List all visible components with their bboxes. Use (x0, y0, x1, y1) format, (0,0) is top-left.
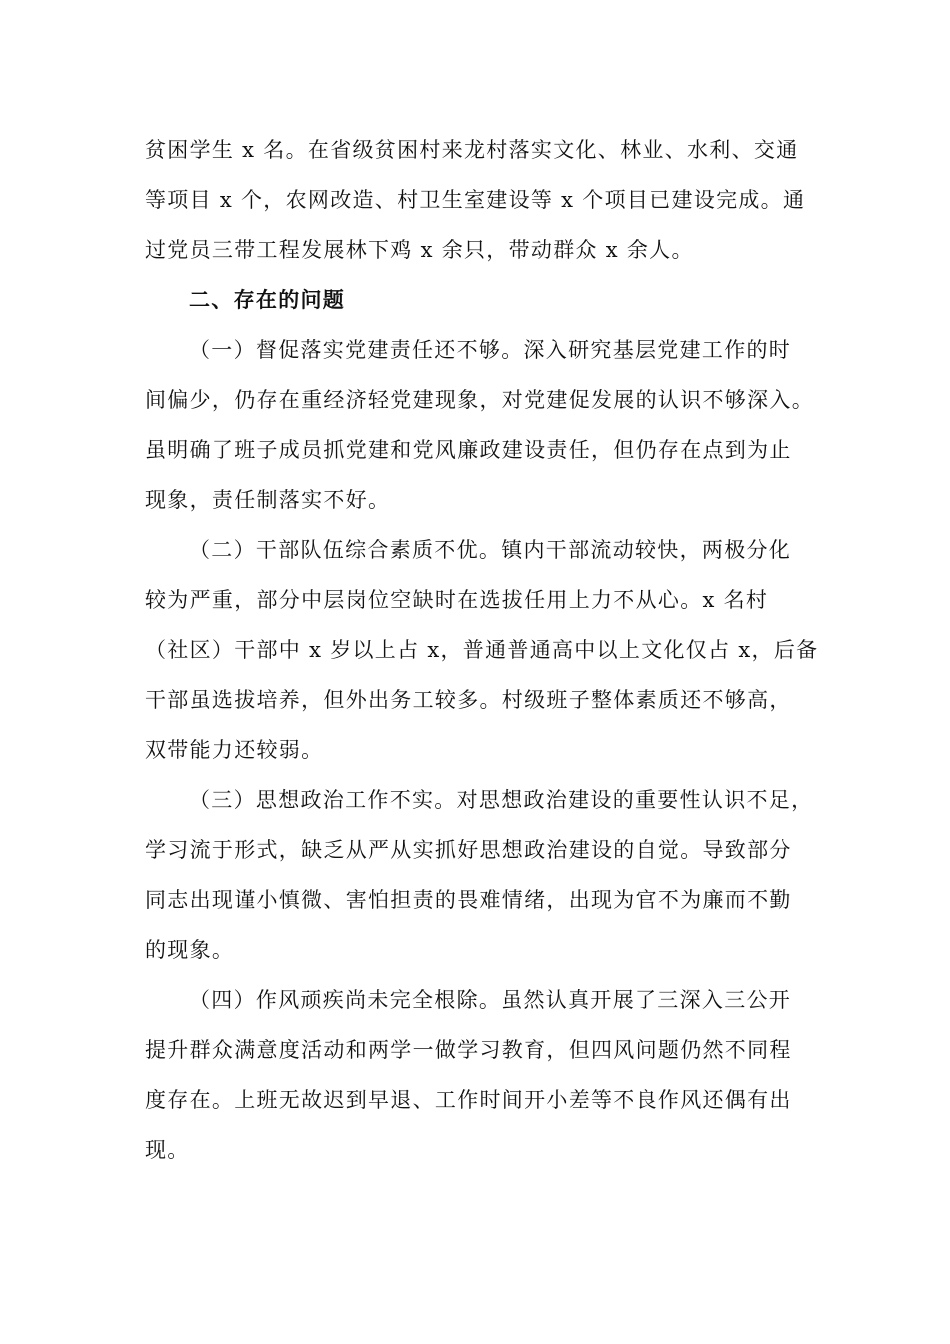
text-line: 现象，责任制落实不好。 (145, 488, 391, 512)
text-line: （四）作风顽疾尚未完全根除。虽然认真开展了三深入三公开 (189, 988, 792, 1012)
document-page (145, 125, 819, 1175)
text-line: （二）干部队伍综合素质不优。镇内干部流动较快，两极分化 (189, 538, 792, 562)
text-line: 现。 (145, 1138, 190, 1162)
text-line: 干部虽选拔培养，但外出务工较多。村级班子整体素质还不够高， (145, 688, 792, 712)
paragraph-item-4 (145, 975, 805, 1175)
text-line: （一）督促落实党建责任还不够。深入研究基层党建工作的时 (189, 338, 792, 362)
text-line: 双带能力还较弱。 (145, 738, 324, 762)
text-line: 的现象。 (145, 938, 235, 962)
text-line: 虽明确了班子成员抓党建和党风廉政建设责任，但仍存在点到为止 (145, 438, 792, 462)
section-heading: 二、存在的问题 (189, 288, 346, 312)
text-line: （三）思想政治工作不实。对思想政治建设的重要性认识不足， (189, 788, 814, 812)
text-line: 学习流于形式，缺乏从严从实抓好思想政治建设的自觉。导致部分 (145, 838, 792, 862)
text-line: 等项目 x 个，农网改造、村卫生室建设等 x 个项目已建设完成。通 (145, 188, 806, 212)
text-line: 同志出现谨小慎微、害怕担责的畏难情绪，出现为官不为廉而不勤 (145, 888, 792, 912)
intro-paragraph (145, 125, 805, 275)
text-line: 较为严重，部分中层岗位空缺时在选拔任用上力不从心。x 名村 (145, 588, 769, 612)
paragraph-item-2 (145, 525, 819, 775)
text-line: 间偏少，仍存在重经济轻党建现象，对党建促发展的认识不够深入。 (145, 388, 814, 412)
paragraph-item-3 (145, 775, 814, 975)
paragraph-item-1 (145, 325, 814, 525)
text-line: 提升群众满意度活动和两学一做学习教育，但四风问题仍然不同程 (145, 1038, 792, 1062)
text-line: 贫困学生 x 名。在省级贫困村来龙村落实文化、林业、水利、交通 (145, 138, 799, 162)
text-line: （社区）干部中 x 岁以上占 x，普通普通高中以上文化仅占 x，后备 (145, 638, 819, 662)
text-line: 度存在。上班无故迟到早退、工作时间开小差等不良作风还偶有出 (145, 1088, 792, 1112)
text-line: 过党员三带工程发展林下鸡 x 余只，带动群众 x 余人。 (145, 238, 694, 262)
